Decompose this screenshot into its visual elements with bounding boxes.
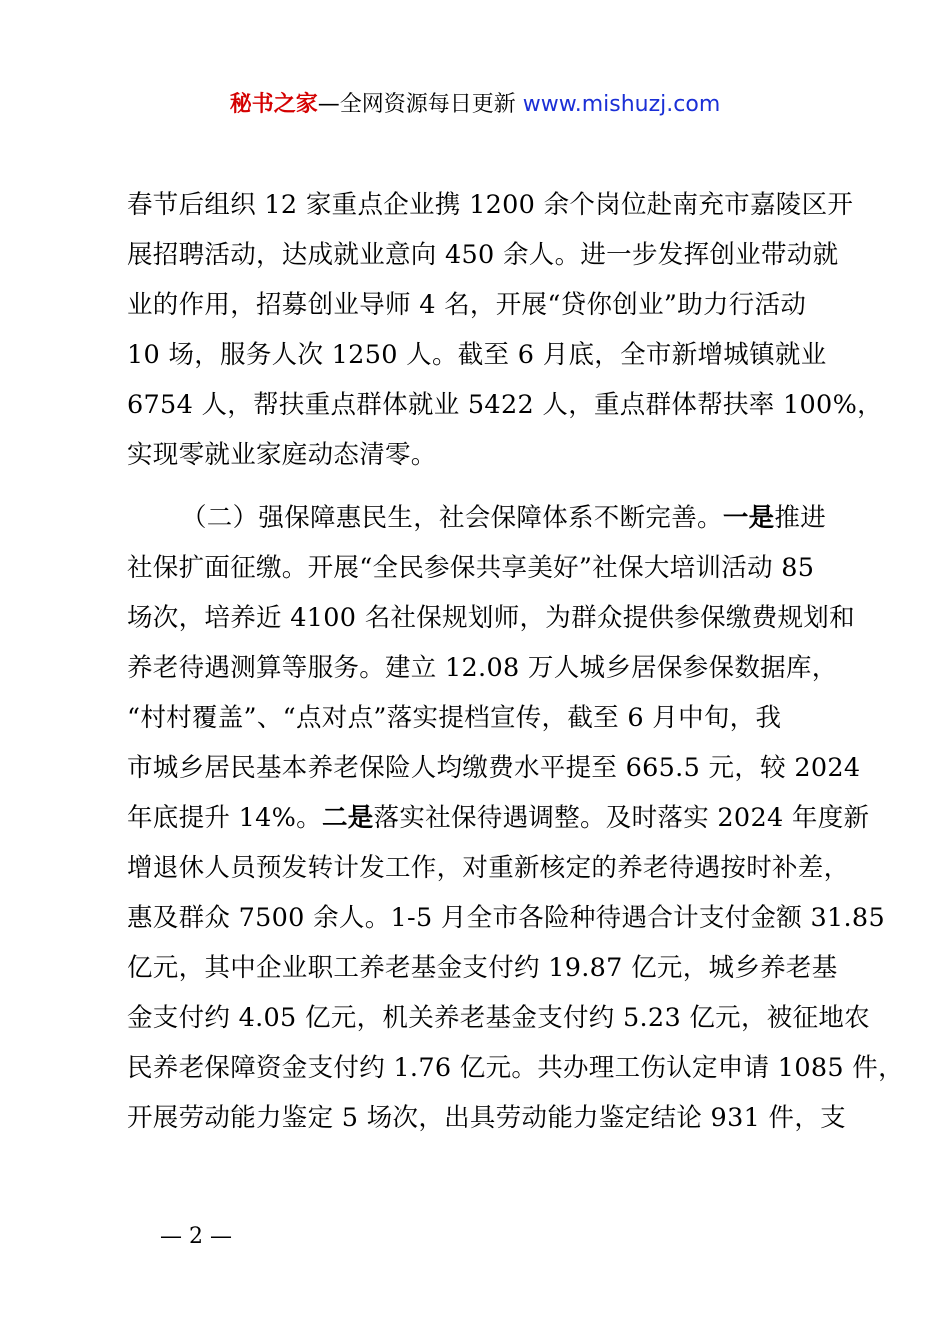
text-line: 惠及群众 7500 余人。1-5 月全市各险种待遇合计支付金额 31.85	[127, 903, 885, 933]
page-number: — 2 —	[160, 1224, 232, 1249]
section-heading: （二）强保障惠民生，社会保障体系不断完善。	[181, 503, 723, 533]
paragraph-social-security	[127, 493, 904, 1143]
point-marker-one: 一是	[722, 503, 775, 533]
text-fragment: 年底提升 14%。	[127, 803, 322, 833]
header-tagline: 全网资源每日更新	[339, 92, 523, 117]
text-line: 养老待遇测算等服务。建立 12.08 万人城乡居保参保数据库，	[127, 653, 838, 683]
document-body	[127, 180, 904, 1143]
paragraph-spacer	[127, 480, 867, 493]
header-dash: —	[317, 92, 340, 117]
text-line: 场次，培养近 4100 名社保规划师，为群众提供参保缴费规划和	[127, 603, 855, 633]
text-fragment: 落实社保待遇调整。及时落实 2024 年度新	[373, 803, 870, 833]
site-watermark-header	[0, 88, 950, 122]
text-line: 展招聘活动，达成就业意向 450 余人。进一步发挥创业带动就	[127, 240, 839, 270]
text-line	[127, 793, 870, 843]
text-line: 业的作用，招募创业导师 4 名，开展“贷你创业”助力行活动	[127, 290, 807, 320]
text-line: 10 场，服务人次 1250 人。截至 6 月底，全市新增城镇就业	[127, 340, 827, 370]
text-line: 市城乡居民基本养老保险人均缴费水平提至 665.5 元，较 2024	[127, 753, 861, 783]
text-line: 春节后组织 12 家重点企业携 1200 余个岗位赴南充市嘉陵区开	[127, 190, 854, 220]
paragraph-employment	[127, 180, 883, 480]
header-url[interactable]: www.mishuzj.com	[522, 92, 721, 117]
text-fragment: 推进	[774, 503, 827, 533]
text-line: 开展劳动能力鉴定 5 场次，出具劳动能力鉴定结论 931 件，支	[127, 1103, 846, 1133]
text-line: “村村覆盖”、“点对点”落实提档宣传，截至 6 月中旬，我	[127, 703, 782, 733]
text-line: 增退休人员预发转计发工作，对重新核定的养老待遇按时补差，	[127, 853, 850, 883]
section-heading-line	[127, 493, 867, 543]
text-line: 亿元，其中企业职工养老基金支付约 19.87 亿元，城乡养老基	[127, 953, 838, 983]
text-line: 金支付约 4.05 亿元，机关养老基金支付约 5.23 亿元，被征地农	[127, 1003, 870, 1033]
text-line: 6754 人，帮扶重点群体就业 5422 人，重点群体帮扶率 100%，	[127, 390, 883, 420]
text-line: 民养老保障资金支付约 1.76 亿元。共办理工伤认定申请 1085 件，	[127, 1053, 904, 1083]
text-line: 社保扩面征缴。开展“全民参保共享美好”社保大培训活动 85	[127, 553, 815, 583]
point-marker-two: 二是	[321, 803, 374, 833]
text-line: 实现零就业家庭动态清零。	[127, 440, 437, 470]
brand-name: 秘书之家	[229, 92, 318, 117]
